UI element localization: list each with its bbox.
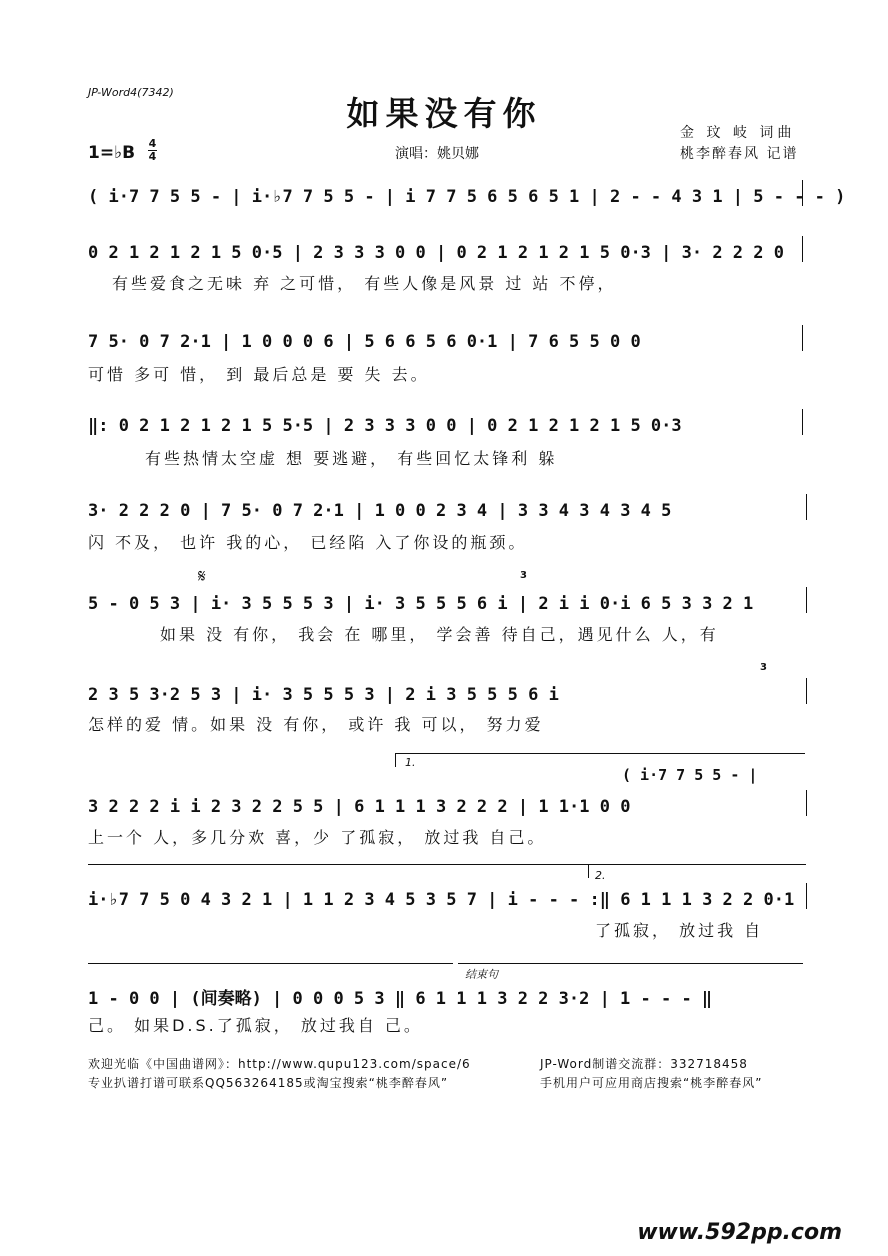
- ending-label: 结束句: [465, 968, 498, 981]
- lyrics-line-6: 如果 没 有你， 我会 在 哪里， 学会善 待自己，遇见什么 人，有: [160, 625, 719, 644]
- notes-line-8: 3 2 2 2 i i 2 3 2 2 5 5 | 6 1 1 1 3 2 2 2 | 1 1·1 0 0: [88, 797, 631, 817]
- divider-line: [88, 864, 588, 865]
- ending-bracket: [458, 963, 803, 964]
- credit-lyrics: 金 玟 岐 词曲: [680, 125, 796, 141]
- volta-bracket-2-left: [588, 864, 589, 878]
- notes-line-7: 2 3 5 3·2 5 3 | i· 3 5 5 5 3 | 2 i 3 5 5 5 6 i: [88, 685, 559, 705]
- notes-line-9: i·♭7 7 5 0 4 3 2 1 | 1 1 2 3 4 5 3 5 7 | i - - - :‖ 6 1 1 1 3 2 2 0·1: [88, 890, 795, 910]
- time-bottom: 4: [148, 150, 157, 163]
- footer-right-2: 手机用户可应用商店搜索“桃李醉春风”: [540, 1076, 763, 1090]
- time-top: 4: [148, 137, 157, 150]
- credit-transcriber: 桃李醉春风 记谱: [680, 146, 799, 162]
- footer-right-1: JP-Word制谱交流群：332718458: [540, 1057, 748, 1071]
- lyrics-line-10: 己。 如果D.S.了孤寂， 放过我自 己。: [88, 1016, 423, 1035]
- notes-line-10: 1 - 0 0 | (间奏略) | 0 0 0 5 3 ‖ 6 1 1 1 3 2 2 3·2 | 1 - - - ‖: [88, 989, 713, 1009]
- volta-bracket-2: [588, 864, 806, 865]
- lyrics-line-3: 可惜 多可 惜， 到 最后总是 要 失 去。: [88, 365, 430, 384]
- lyrics-line-8: 上一个 人，多几分欢 喜，少 了孤寂， 放过我 自己。: [88, 828, 547, 847]
- lyrics-line-5: 闪 不及， 也许 我的心， 已经陷 入了你设的瓶颈。: [88, 533, 528, 552]
- barline: [806, 494, 807, 520]
- notes-line-2: 0 2 1 2 1 2 1 5 0·5 | 2 3 3 3 0 0 | 0 2 1 2 1 2 1 5 0·3 | 3· 2 2 2 0: [88, 243, 784, 263]
- singer: 演唱：姚贝娜: [395, 146, 479, 162]
- lyrics-line-4: 有些热情太空虚 想 要逃避， 有些回忆太锋利 躲: [145, 449, 558, 468]
- app-label: JP-Word4(7342): [88, 86, 174, 99]
- notes-line-5: 3· 2 2 2 0 | 7 5· 0 7 2·1 | 1 0 0 2 3 4 | 3 3 4 3 4 3 4 5: [88, 501, 672, 521]
- barline: [802, 409, 803, 435]
- volta-bracket-1: [395, 753, 805, 754]
- lyrics-line-9: 了孤寂， 放过我 自: [595, 921, 764, 940]
- notes-line-3: 7 5· 0 7 2·1 | 1 0 0 0 6 | 5 6 6 5 6 0·1 | 7 6 5 5 0 0: [88, 332, 641, 352]
- divider-line: [88, 963, 453, 964]
- barline: [806, 883, 807, 909]
- barline: [802, 180, 803, 206]
- barline: [802, 325, 803, 351]
- lyrics-line-7: 怎样的爱 情。如果 没 有你， 或许 我 可以， 努力爱: [88, 715, 544, 734]
- footer-left-2: 专业扒谱打谱可联系QQ563264185或淘宝搜索“桃李醉春风”: [88, 1076, 449, 1090]
- volta-1-label: 1.: [405, 756, 416, 769]
- footer-left-1: 欢迎光临《中国曲谱网》：http://www.qupu123.com/space/6: [88, 1057, 471, 1071]
- time-signature: [148, 138, 157, 163]
- segno-sign: 𝄋: [198, 566, 206, 587]
- notes-line-4: ‖: 0 2 1 2 1 2 1 5 5·5 | 2 3 3 3 0 0 | 0 2 1 2 1 2 1 5 0·3: [88, 416, 682, 436]
- barline: [806, 790, 807, 816]
- notes-line-1: ( i·7 7 5 5 - | i·♭7 7 5 5 - | i 7 7 5 6 5 6 5 1 | 2 - - 4 3 1 | 5 - - - ): [88, 187, 846, 207]
- repeat-intro-notes: ( i·7 7 5 5 - |: [622, 766, 758, 784]
- barline: [806, 587, 807, 613]
- barline: [806, 678, 807, 704]
- barline: [802, 236, 803, 262]
- volta-2-label: 2.: [595, 869, 606, 882]
- triplet-mark: 3: [760, 662, 767, 673]
- key-signature: 1=♭B: [88, 143, 136, 163]
- volta-bracket-1-left: [395, 753, 396, 767]
- lyrics-line-2: 有些爱食之无味 弃 之可惜， 有些人像是风景 过 站 不停，: [112, 274, 617, 293]
- notes-line-6: 5 - 0 5 3 | i· 3 5 5 5 3 | i· 3 5 5 5 6 i | 2 i i 0·i 6 5 3 3 2 1: [88, 594, 754, 614]
- song-title: 如果没有你: [346, 94, 542, 133]
- triplet-mark: 3: [520, 570, 527, 581]
- watermark: www.592pp.com: [637, 1220, 842, 1245]
